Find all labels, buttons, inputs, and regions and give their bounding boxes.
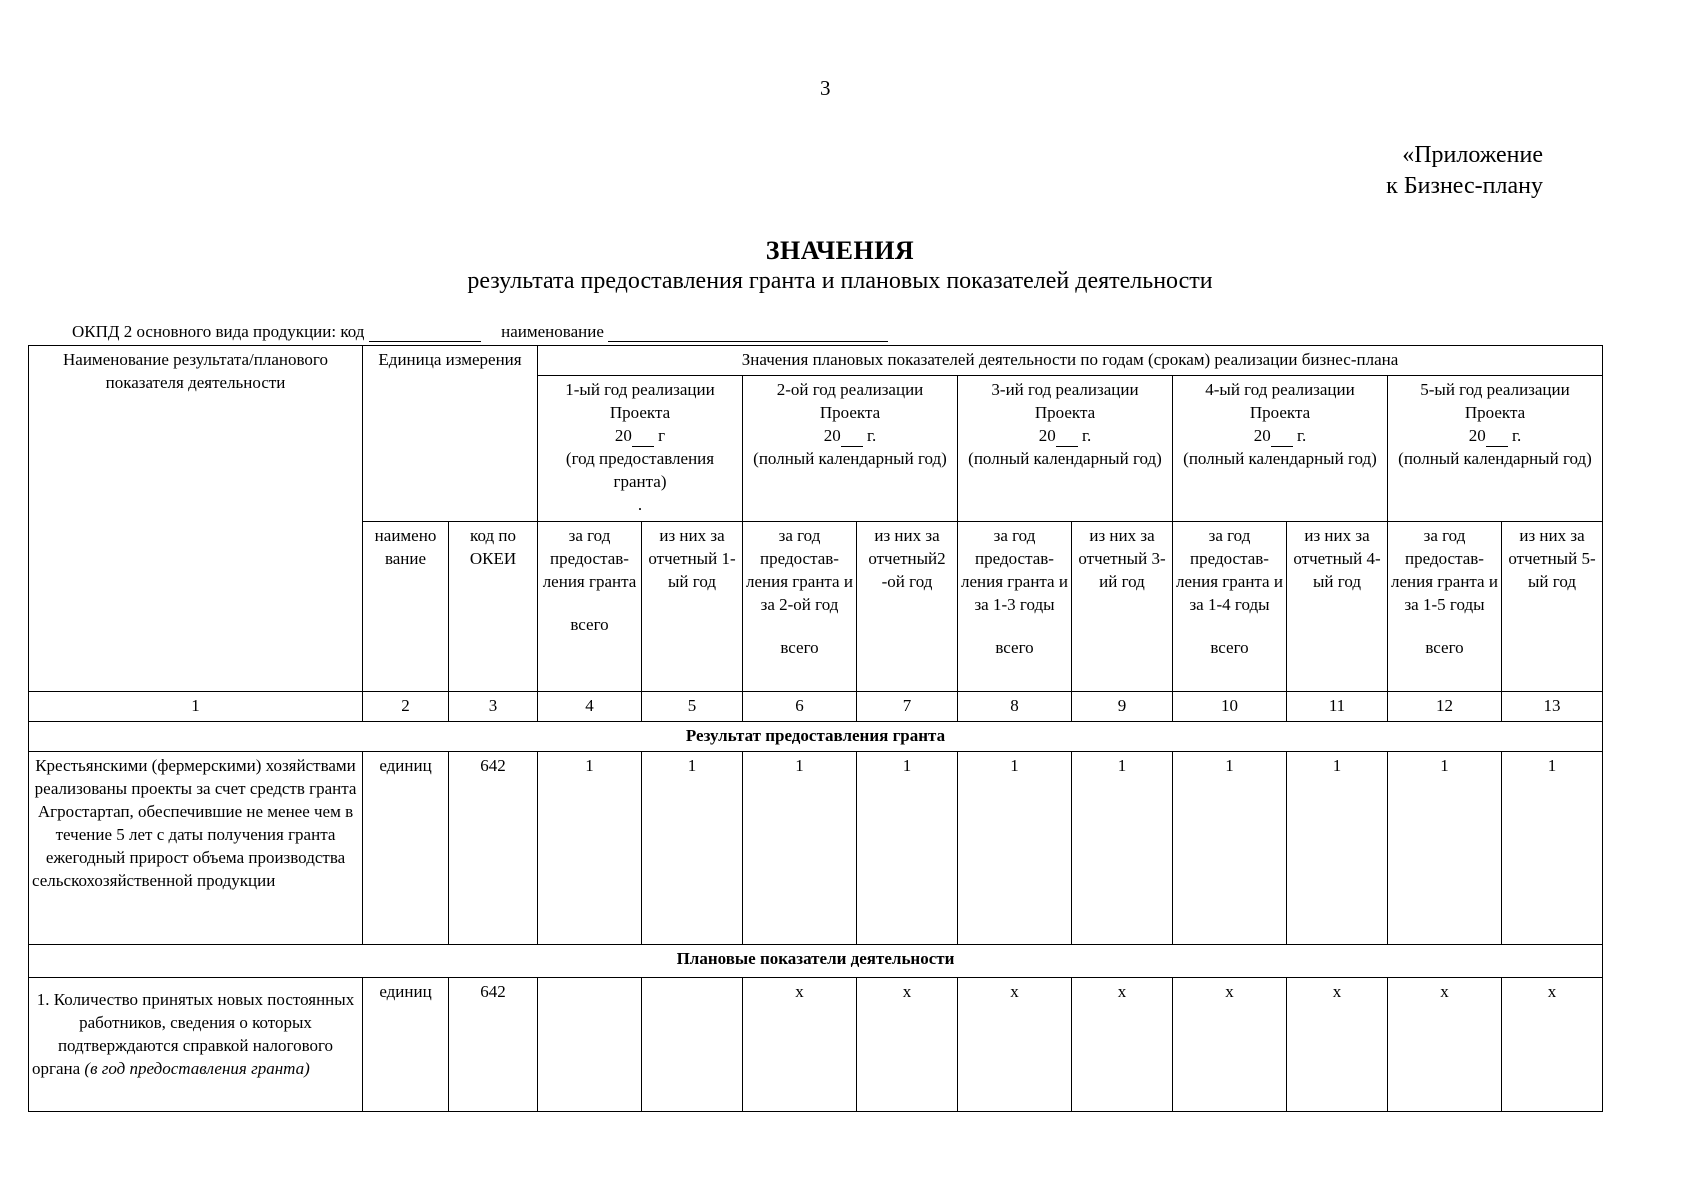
column-number: 8 — [958, 692, 1072, 722]
header-year-1-total: за год предостав- ления гранта всего — [538, 522, 642, 692]
header-year-5: 5-ый год реализации Проекта 20 г. (полный календарный год) — [1388, 376, 1603, 522]
header-year-5-total: за год предостав- ления гранта и за 1-5 годы всего — [1388, 522, 1502, 692]
header-row-1 — [29, 346, 1603, 376]
column-number: 13 — [1502, 692, 1603, 722]
row-value — [642, 978, 743, 1112]
column-number: 7 — [857, 692, 958, 722]
row-value: x — [958, 978, 1072, 1112]
column-number: 1 — [29, 692, 363, 722]
header-values-by-year: Значения плановых показателей деятельности по годам (срокам) реализации бизнес-плана — [538, 346, 1603, 376]
header-year-4-of-which: из них за отчетный 4-ый год — [1287, 522, 1388, 692]
section-row-result — [29, 722, 1603, 752]
row-value: x — [1072, 978, 1173, 1112]
okpd-name-blank — [608, 325, 888, 342]
header-year-5-of-which: из них за отчетный 5-ый год — [1502, 522, 1603, 692]
row-value: x — [1502, 978, 1603, 1112]
header-indicator: Наименование результата/планового показателя деятельности — [29, 346, 363, 692]
row-value: 1 — [642, 752, 743, 945]
appendix-line-2: к Бизнес-плану — [1386, 173, 1543, 199]
row-value: x — [857, 978, 958, 1112]
row-value: 1 — [743, 752, 857, 945]
row-value: 1 — [1502, 752, 1603, 945]
header-year-3-of-which: из них за отчетный 3-ий год — [1072, 522, 1173, 692]
document-title: ЗНАЧЕНИЯ — [765, 236, 915, 265]
section-title-result: Результат предоставления гранта — [29, 722, 1603, 752]
okpd-name-label: наименование — [501, 322, 604, 341]
row-value: 1 — [1072, 752, 1173, 945]
row-value: x — [1173, 978, 1287, 1112]
column-number: 4 — [538, 692, 642, 722]
row-value: 1 — [1388, 752, 1502, 945]
indicators-table — [28, 345, 1603, 1112]
header-year-3: 3-ий год реализации Проекта 20 г. (полный календарный год) — [958, 376, 1173, 522]
header-year-2-total: за год предостав- ления гранта и за 2-ой год всего — [743, 522, 857, 692]
row-value — [538, 978, 642, 1112]
row-unit-name: единиц — [363, 752, 449, 945]
row-value: 1 — [1173, 752, 1287, 945]
row-value: 1 — [538, 752, 642, 945]
row-value: 1 — [1287, 752, 1388, 945]
okpd-code-label: ОКПД 2 основного вида продукции: код — [72, 322, 365, 341]
header-unit-name: наимено вание — [363, 522, 449, 692]
page-number: 3 — [820, 76, 831, 100]
row-value: x — [1287, 978, 1388, 1112]
header-year-4-total: за год предостав- ления гранта и за 1-4 годы всего — [1173, 522, 1287, 692]
column-number: 11 — [1287, 692, 1388, 722]
column-number: 9 — [1072, 692, 1173, 722]
header-year-3-total: за год предостав- ления гранта и за 1-3 годы всего — [958, 522, 1072, 692]
row-value: 1 — [958, 752, 1072, 945]
row-indicator-name: 1. Количество принятых новых постоянных работников, сведения о которых подтверждаются справкой налогового органа (в год предоставления гранта) — [29, 978, 363, 1112]
column-number: 2 — [363, 692, 449, 722]
row-unit-code: 642 — [449, 978, 538, 1112]
header-year-4: 4-ый год реализации Проекта 20 г. (полный календарный год) — [1173, 376, 1388, 522]
section-row-planned — [29, 945, 1603, 978]
section-title-planned: Плановые показатели деятельности — [29, 945, 1603, 978]
table-row-planned-1 — [29, 978, 1603, 1112]
column-number: 3 — [449, 692, 538, 722]
appendix-line-1: «Приложение — [1402, 142, 1543, 168]
header-unit: Единица измерения — [363, 346, 538, 522]
column-number: 5 — [642, 692, 743, 722]
column-numbers-row — [29, 692, 1603, 722]
column-number: 6 — [743, 692, 857, 722]
appendix-caption — [1386, 140, 1543, 202]
okpd-code-blank — [369, 325, 481, 342]
row-value: 1 — [857, 752, 958, 945]
header-year-2-of-which: из них за отчетный2 -ой год — [857, 522, 958, 692]
column-number: 12 — [1388, 692, 1502, 722]
column-number: 10 — [1173, 692, 1287, 722]
header-year-1: 1-ый год реализации Проекта 20 г (год предоставления гранта) . — [538, 376, 743, 522]
row-unit-code: 642 — [449, 752, 538, 945]
row-unit-name: единиц — [363, 978, 449, 1112]
header-year-2: 2-ой год реализации Проекта 20 г. (полный календарный год) — [743, 376, 958, 522]
row-value: x — [743, 978, 857, 1112]
header-year-1-of-which: из них за отчетный 1-ый год — [642, 522, 743, 692]
table-row-result — [29, 752, 1603, 945]
header-unit-code: код по ОКЕИ — [449, 522, 538, 692]
document-subtitle: результата предоставления гранта и плановых показателей деятельности — [467, 268, 1213, 294]
row-value: x — [1388, 978, 1502, 1112]
row-indicator-name: Крестьянскими (фермерскими) хозяйствами реализованы проекты за счет средств гранта Агростартап, обеспечившие не менее чем в течение 5 лет с даты получения гранта ежегодный прирост объема производства сельскохозяйственной продукции — [29, 752, 363, 945]
okpd-line — [72, 322, 888, 342]
